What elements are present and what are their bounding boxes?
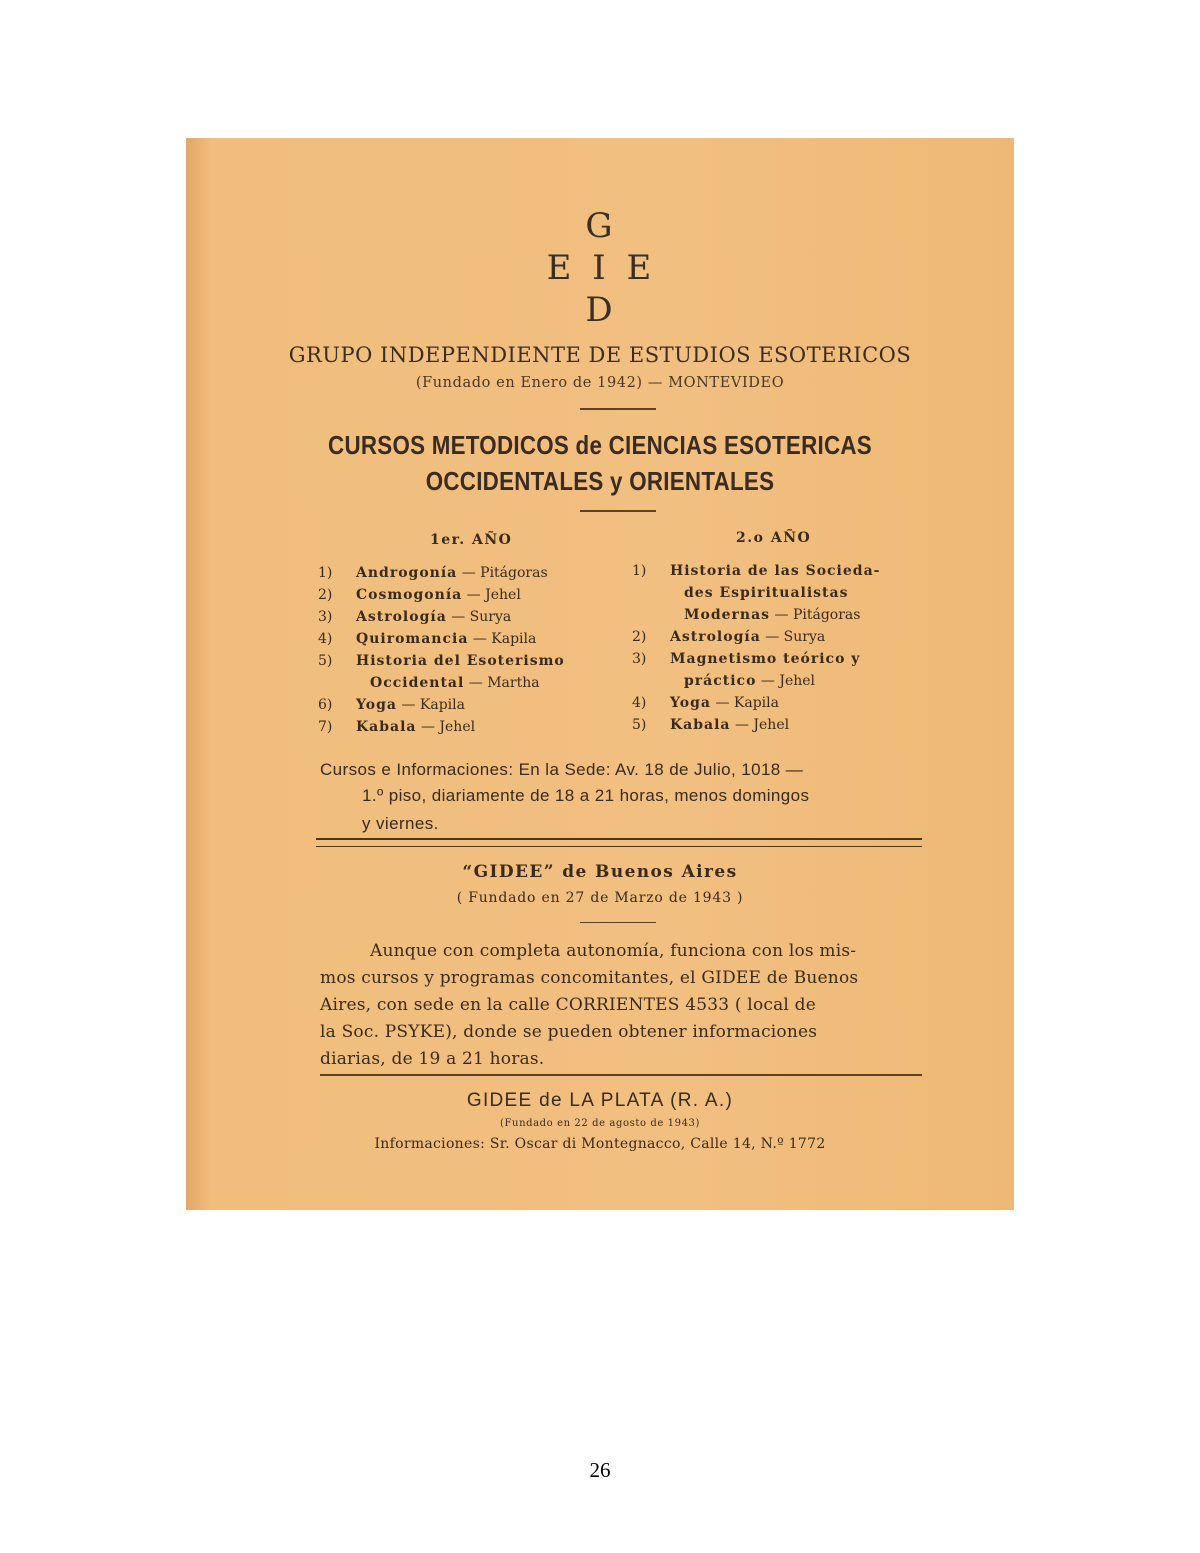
buenos-aires-para-line3: Aires, con sede en la calle CORRIENTES 4533 ( local de xyxy=(320,995,817,1015)
logo-letter-top: G xyxy=(585,206,615,246)
year2-list xyxy=(632,560,880,736)
group-title: GRUPO INDEPENDIENTE DE ESTUDIOS ESOTERICOS xyxy=(288,343,912,367)
courses-info-line3: y viernes. xyxy=(362,814,439,833)
list-item-continuation: Occidental — Martha xyxy=(370,675,540,691)
list-item: 2) Astrología — Surya xyxy=(632,629,826,645)
scanned-page xyxy=(186,138,1014,1210)
buenos-aires-para-line1: Aunque con completa autonomía, funciona con los mis- xyxy=(370,941,857,961)
list-item: 5) Historia del Esoterismo xyxy=(318,653,565,669)
list-item: 4) Yoga — Kapila xyxy=(632,695,779,711)
divider-rule xyxy=(320,1074,922,1076)
page-number: 26 xyxy=(589,1458,611,1482)
la-plata-info: Informaciones: Sr. Oscar di Montegnacco, Calle 14, N.º 1772 xyxy=(374,1136,826,1152)
year1-list xyxy=(318,562,565,738)
list-item-continuation: práctico — Jehel xyxy=(684,673,816,689)
list-item: 1) Historia de las Socieda- xyxy=(632,563,881,579)
list-item: 1) Androgonía — Pitágoras xyxy=(318,565,548,581)
logo-letter-middle: E I E xyxy=(546,248,654,288)
list-item: 6) Yoga — Kapila xyxy=(318,697,465,713)
buenos-aires-para-line5: diarias, de 19 a 21 horas. xyxy=(320,1049,545,1069)
la-plata-title: GIDEE de LA PLATA (R. A.) xyxy=(466,1090,734,1111)
divider-rule xyxy=(580,408,656,410)
list-item: 3) Magnetismo teórico y xyxy=(632,651,861,667)
divider-rule xyxy=(580,922,656,923)
group-subtitle: (Fundado en Enero de 1942) — MONTEVIDEO xyxy=(415,375,785,391)
list-item-continuation: des Espiritualistas xyxy=(684,585,849,601)
la-plata-subtitle: (Fundado en 22 de agosto de 1943) xyxy=(499,1118,700,1129)
courses-info-line1: Cursos e Informaciones: En la Sede: Av. 18 de Julio, 1018 — xyxy=(320,760,804,779)
buenos-aires-para-line2: mos cursos y programas concomitantes, el GIDEE de Buenos xyxy=(320,968,859,988)
list-item: 2) Cosmogonía — Jehel xyxy=(318,587,521,603)
divider-rule xyxy=(580,510,656,512)
courses-title-line1: CURSOS METODICOS de CIENCIAS ESOTERICAS xyxy=(328,430,872,460)
list-item: 5) Kabala — Jehel xyxy=(632,717,790,733)
buenos-aires-subtitle: ( Fundado en 27 de Marzo de 1943 ) xyxy=(456,890,744,906)
year2-heading: 2.o AÑO xyxy=(736,530,812,546)
logo-letter-bottom: D xyxy=(585,290,615,330)
list-item: 7) Kabala — Jehel xyxy=(318,719,476,735)
courses-title-line2: OCCIDENTALES y ORIENTALES xyxy=(425,466,775,496)
list-item: 3) Astrología — Surya xyxy=(318,609,512,625)
buenos-aires-para-line4: la Soc. PSYKE), donde se pueden obtener informaciones xyxy=(320,1022,818,1042)
list-item: 4) Quiromancia — Kapila xyxy=(318,631,537,647)
double-rule xyxy=(316,838,922,847)
courses-info-line2: 1.º piso, diariamente de 18 a 21 horas, menos domingos xyxy=(362,786,810,805)
buenos-aires-title: “GIDEE” de Buenos Aires xyxy=(462,862,738,882)
list-item-continuation: Modernas — Pitágoras xyxy=(684,607,861,623)
year1-heading: 1er. AÑO xyxy=(430,532,513,548)
